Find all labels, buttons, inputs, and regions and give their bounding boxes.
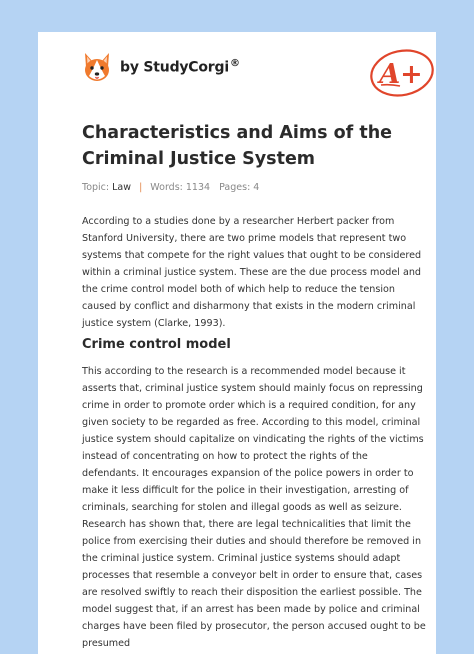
document-meta xyxy=(82,182,259,193)
corgi-logo-icon xyxy=(82,51,112,83)
topic-label: Topic: xyxy=(82,182,110,193)
topic-value[interactable]: Law xyxy=(112,182,132,193)
brand-name: by StudyCorgi® xyxy=(120,58,240,76)
paragraph-intro: According to a studies done by a researcher Herbert packer from Stanford University, there are two prime models that represent two systems that compete for the right values that ought to be considered within a criminal justice system. These are the due process model and the crime control model both of which help to reduce the tension caused by conflict and disharmony that exists in the modern criminal justice system (Clarke, 1993). xyxy=(82,216,422,329)
word-count: Words: 1134 xyxy=(150,182,211,193)
document-page xyxy=(38,32,436,654)
page-count: Pages: 4 xyxy=(219,182,260,193)
paragraph-crime-control: This according to the research is a recommended model because it asserts that, criminal justice system should mainly focus on repressing crime in order to promote order which is a required condition, for any given society to be regarded as free. According to this model, criminal justice system should capitalize on vindicating the rights of the victims instead of concentrating on how to protect the rights of the defendants. It encourages expansion of the police powers in order to make it less difficult for the police in their investigation, arresting of criminals, searching for stolen and illegal goods as well as seizure. Research has shown that, there are legal technicalities that limit the police from exercising their duties and should therefore be removed in the criminal justice system. Criminal justice systems should adapt processes that resemble a conveyor belt in order to ensure that, cases are resolved swiftly to reach their disposition the earliest possible. The model suggest that, if an arrest has been made by police and criminal charges have been filed by prosecutor, the person accused ought to be presumed xyxy=(82,366,426,649)
grade-badge-icon xyxy=(365,44,436,100)
grade-text: A+ xyxy=(379,59,423,90)
brand-header[interactable] xyxy=(82,50,240,84)
section-heading: Crime control model xyxy=(82,337,231,352)
meta-separator: | xyxy=(139,182,143,193)
document-title: Characteristics and Aims of the Criminal Justice System xyxy=(82,123,393,169)
